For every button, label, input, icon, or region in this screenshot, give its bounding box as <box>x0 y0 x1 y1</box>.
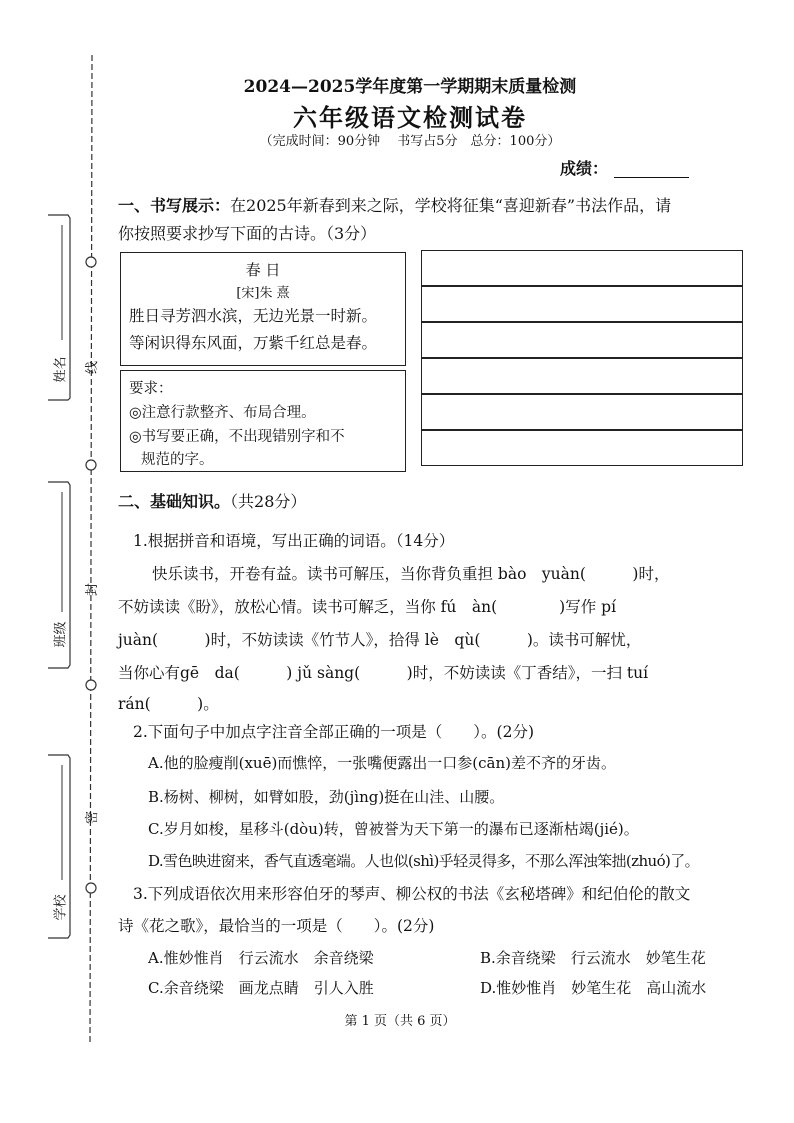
req-item1: ◎注意行款整齐、布局合理。 <box>129 405 316 421</box>
poem-box <box>120 252 406 366</box>
section2-title <box>118 489 306 512</box>
cut-mark-line: 线 <box>85 360 101 375</box>
school-label: 学校 <box>53 894 69 921</box>
poem-title: 春 日 <box>245 261 281 279</box>
exam-title: 六年级语文检测试卷 <box>293 103 527 132</box>
q1-line4: 当你心有gē da( ) jǔ sàng( )时，不妨读读《丁香结》，一扫 tuí <box>118 664 649 682</box>
req-item2: ◎书写要正确，不出现错别字和不 <box>129 429 345 445</box>
req-item2-cont: 规范的字。 <box>141 452 214 468</box>
poem-line1: 胜日寻芳泗水滨，无边光景一时新。 <box>129 307 378 325</box>
section1-line1 <box>118 193 748 216</box>
q2-option-c: C.岁月如梭，星移斗(dòu)转，曾被誉为天下第一的瀑布已逐渐枯竭(jié)。 <box>148 820 639 838</box>
q3-option-b: B.余音绕梁 行云流水 妙笔生花 <box>480 949 706 967</box>
score-label: 成绩： <box>560 159 609 178</box>
q2-option-d: D.雪色映进窗来，香气直透毫端。人也似(shì)乎轻灵得多，不那么浑浊笨拙(zhuó)了。 <box>148 852 700 870</box>
cut-mark-seal: 封 <box>85 582 101 597</box>
class-label: 班级 <box>53 621 69 648</box>
poem-author: [宋]朱 熹 <box>236 286 290 301</box>
q2-stem: 2.下面句子中加点字注音全部正确的一项是（ ）。(2分) <box>133 723 534 741</box>
q1-stem: 1.根据拼音和语境，写出正确的词语。（14分） <box>133 532 455 550</box>
writing-row[interactable] <box>421 394 743 430</box>
binding-margin <box>0 0 120 1123</box>
q3-stem-b: 诗《花之歌》，最恰当的一项是（ ）。(2分) <box>118 917 435 935</box>
q1-line3: juàn( )时，不妨读读《竹节人》，拾得 lè qù( )。读书可解忧， <box>118 631 642 649</box>
exam-term: 2024—2025学年度第一学期期末质量检测 <box>243 77 577 97</box>
q2-option-a: A.他的脸瘦削(xuē)而憔悴，一张嘴便露出一口参(cān)差不齐的牙齿。 <box>148 754 617 772</box>
score-field[interactable] <box>560 156 689 179</box>
exam-meta: （完成时间：90分钟 书写占5分 总分：100分） <box>259 134 561 149</box>
req-head: 要求： <box>129 381 173 397</box>
q1-line1: 快乐读书，开卷有益。读书可解压，当你背负重担 bào yuàn( )时， <box>152 565 670 583</box>
q3-stem-a: 3.下列成语依次用来形容伯牙的琴声、柳公权的书法《玄秘塔碑》和纪伯伦的散文 <box>133 885 691 903</box>
name-label: 姓名 <box>53 356 69 383</box>
writing-row[interactable] <box>421 250 743 286</box>
section1-text-a: 在2025年新春到来之际，学校将征集“喜迎新春”书法作品，请 <box>230 196 672 215</box>
score-blank[interactable] <box>614 163 689 178</box>
q1-line5: rán( )。 <box>118 695 219 713</box>
section1-text-b: 你按照要求抄写下面的古诗。（3分） <box>118 224 377 243</box>
q3-option-c: C.余音绕梁 画龙点睛 引人入胜 <box>148 979 374 997</box>
writing-row[interactable] <box>421 358 743 394</box>
cut-mark-secret: 密 <box>85 810 101 825</box>
q3-option-a: A.惟妙惟肖 行云流水 余音绕梁 <box>148 949 374 967</box>
poem-line2: 等闲识得东风面，万紫千红总是春。 <box>129 334 378 352</box>
q1-line2: 不妨读读《盼》，放松心情。读书可解乏，当你 fú àn( )写作 pí <box>118 598 617 616</box>
writing-row[interactable] <box>421 430 743 466</box>
page-number: 第 1 页（共 6 页） <box>344 1014 456 1029</box>
requirements-box <box>120 370 406 472</box>
writing-grid[interactable] <box>421 250 743 466</box>
section2-score: （共28分） <box>230 492 307 511</box>
section2-heading: 二、基础知识。 <box>118 492 231 511</box>
q3-option-d: D.惟妙惟肖 妙笔生花 高山流水 <box>480 979 707 997</box>
q2-option-b: B.杨树、柳树，如臂如股，劲(jìng)挺在山洼、山腰。 <box>148 788 505 806</box>
section1-heading: 一、书写展示： <box>118 196 231 215</box>
writing-row[interactable] <box>421 322 743 358</box>
writing-row[interactable] <box>421 286 743 322</box>
